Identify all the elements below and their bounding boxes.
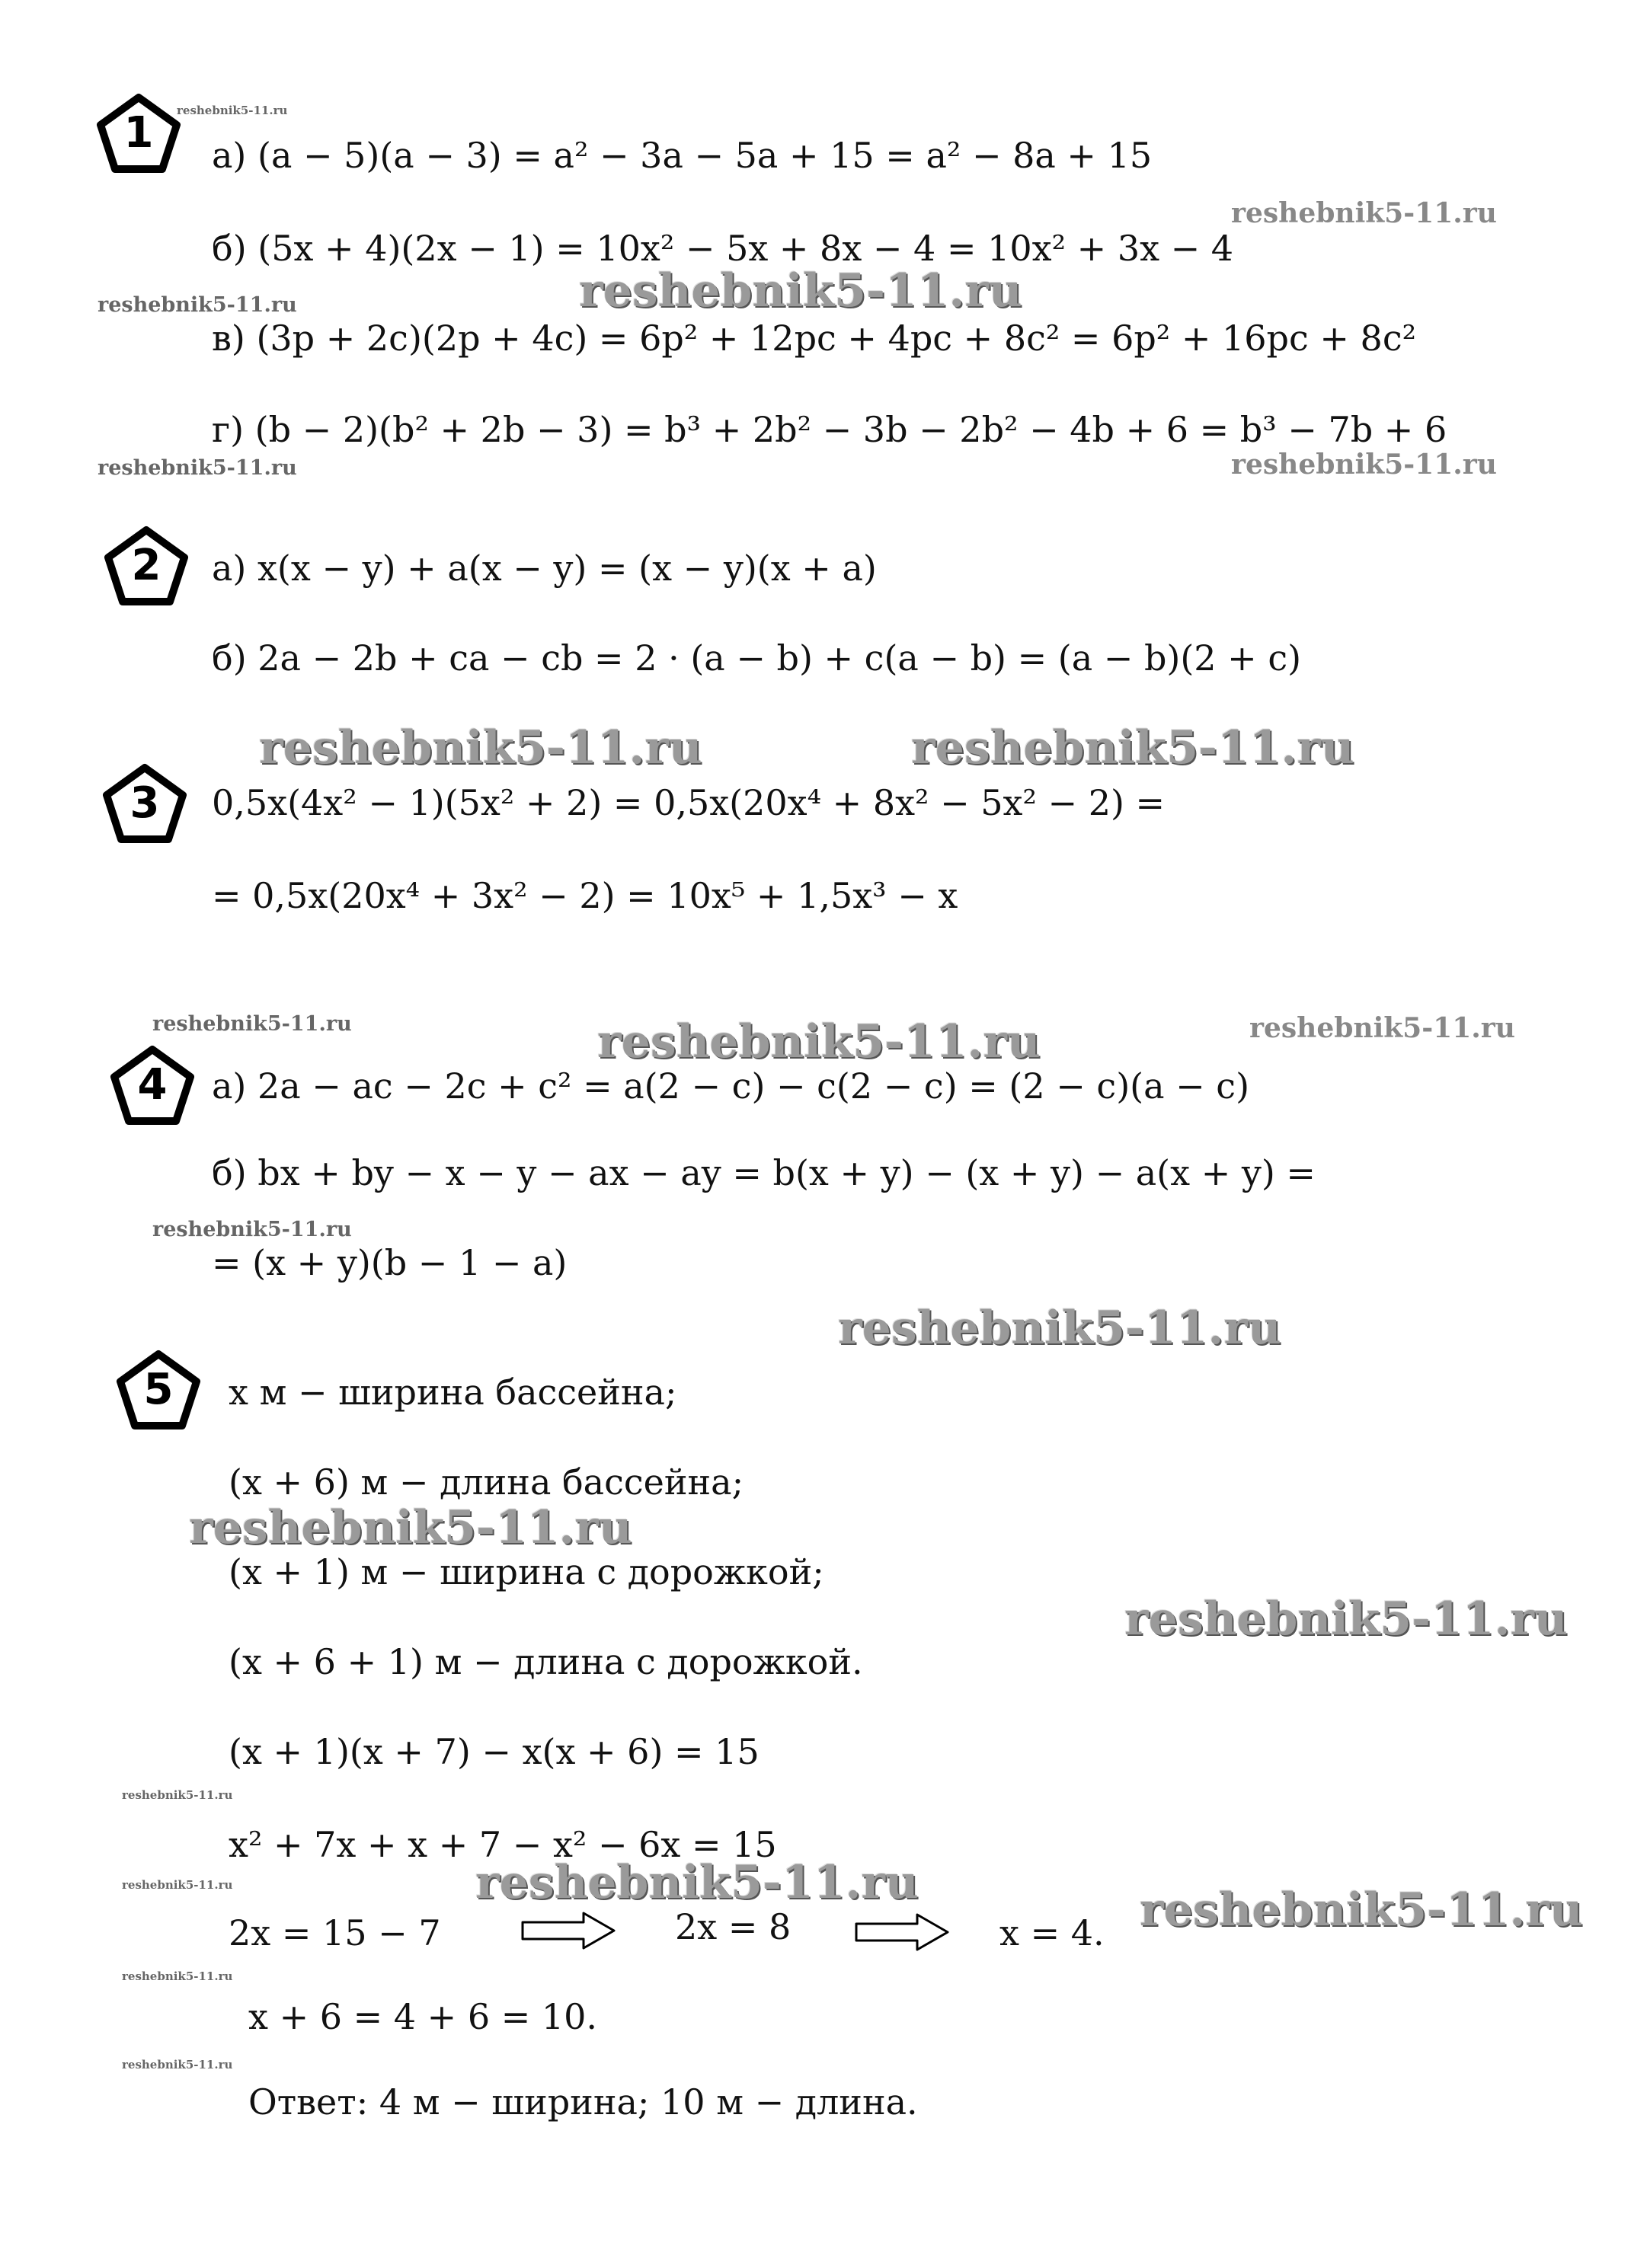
problem-number-badge [104,525,189,606]
watermark: reshebnik5-11.ru [1231,449,1497,481]
watermark: reshebnik5-11.ru [152,1012,352,1036]
solution-line: 0,5x(4x² − 1)(5x² + 2) = 0,5x(20x⁴ + 8x² − 5x² − 2) = [212,782,1166,823]
solution-line: x + 6 = 4 + 6 = 10. [248,1996,598,2037]
solution-line: г) (b − 2)(b² + 2b − 3) = b³ + 2b² − 3b − 2b² − 4b + 6 = b³ − 7b + 6 [212,409,1447,450]
watermark: reshebnik5-11.ru [838,1302,1281,1355]
solution-line: x м − ширина бассейна; [229,1372,677,1413]
solution-line: (x + 1)(x + 7) − x(x + 6) = 15 [229,1731,760,1772]
watermark: reshebnik5-11.ru [579,264,1022,318]
problem-number-badge [102,763,187,844]
problem-number: 1 [123,108,154,158]
right-arrow-icon [853,1912,952,1953]
solution-line: x² + 7x + x + 7 − x² − 6x = 15 [229,1824,777,1865]
watermark: reshebnik5-11.ru [1124,1592,1568,1646]
solution-line: а) x(x − y) + a(x − y) = (x − y)(x + a) [212,548,877,589]
solution-line: x = 4. [999,1912,1105,1953]
right-arrow-icon [520,1910,619,1951]
problem-number: 5 [143,1365,174,1414]
watermark: reshebnik5-11.ru [122,2058,233,2072]
watermark: reshebnik5-11.ru [597,1015,1041,1069]
watermark: reshebnik5-11.ru [98,456,297,480]
solution-line: 2x = 8 [675,1906,792,1947]
watermark: reshebnik5-11.ru [177,104,288,117]
watermark: reshebnik5-11.ru [475,1856,919,1909]
solution-line: = (x + y)(b − 1 − a) [212,1242,568,1283]
watermark: reshebnik5-11.ru [98,293,297,317]
solution-line: (x + 6 + 1) м − длина с дорожкой. [229,1641,863,1682]
watermark: reshebnik5-11.ru [152,1218,352,1241]
watermark: reshebnik5-11.ru [1231,197,1497,229]
solution-line: б) (5x + 4)(2x − 1) = 10x² − 5x + 8x − 4 = 10x² + 3x − 4 [212,228,1234,269]
watermark: reshebnik5-11.ru [122,1788,233,1802]
solution-line: = 0,5x(20x⁴ + 3x² − 2) = 10x⁵ + 1,5x³ − x [212,875,958,916]
problem-number-badge [110,1045,195,1126]
problem-number: 2 [131,541,162,590]
problem-number: 4 [137,1060,168,1110]
solution-line: а) 2a − ac − 2c + c² = a(2 − c) − c(2 − c) = (2 − c)(a − c) [212,1065,1250,1107]
solution-line: (x + 6) м − длина бассейна; [229,1461,744,1503]
watermark: reshebnik5-11.ru [1140,1883,1583,1937]
watermark: reshebnik5-11.ru [1249,1012,1515,1044]
solution-line: 2x = 15 − 7 [229,1912,441,1953]
solution-line: б) 2a − 2b + ca − cb = 2 · (a − b) + c(a − b) = (a − b)(2 + c) [212,637,1302,679]
solution-line: в) (3p + 2c)(2p + 4c) = 6p² + 12pc + 4pc + 8c² = 6p² + 16pc + 8c² [212,318,1417,359]
problem-number: 3 [130,778,160,828]
answer-line: Ответ: 4 м − ширина; 10 м − длина. [248,2081,918,2123]
solution-line: а) (a − 5)(a − 3) = a² − 3a − 5a + 15 = a² − 8a + 15 [212,135,1153,176]
solution-line: б) bx + by − x − y − ax − ay = b(x + y) − (x + y) − a(x + y) = [212,1152,1316,1193]
solution-line: (x + 1) м − ширина с дорожкой; [229,1551,824,1592]
problem-number-badge [96,93,181,174]
problem-number-badge [116,1350,201,1430]
watermark: reshebnik5-11.ru [122,1878,233,1892]
watermark: reshebnik5-11.ru [911,721,1354,775]
watermark: reshebnik5-11.ru [122,1969,233,1983]
watermark: reshebnik5-11.ru [259,721,702,775]
watermark: reshebnik5-11.ru [189,1501,632,1554]
